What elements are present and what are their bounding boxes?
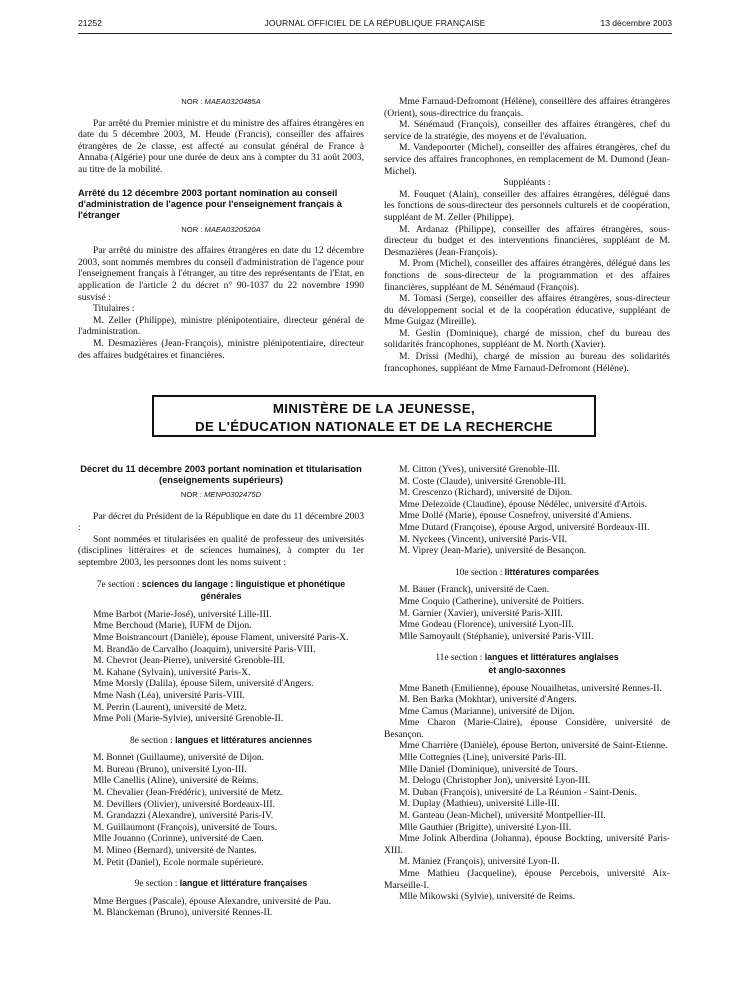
list-item: M. Desmazières (Jean-François), ministre plénipotentiaire, directeur des affaires budgétaires et financières.	[78, 337, 364, 361]
header-rule	[78, 33, 672, 34]
list-item: M. Viprey (Jean-Marie), université de Besançon.	[399, 545, 587, 557]
page-number: 21252	[78, 18, 102, 28]
list-item: M. Bauer (Franck), université de Caen.	[399, 584, 550, 596]
decree-paragraph: Par arrêté du ministre des affaires étrangères en date du 12 décembre 2003, sont nommés membres du conseil d'administration de l'agence pour l'enseignement français à l'étranger, au titre des représentants de l'Etat, en application de l'article 2 du décret n° 90-1037 du 22 novembre 1990 susvisé :	[78, 245, 364, 303]
section-heading: 7e section : sciences du langage : linguistique et phonétique générales	[96, 578, 346, 602]
list-item: M. Bureau (Bruno), université Lyon-III.	[93, 763, 247, 775]
list-item: Mme Bergues (Pascale), épouse Alexandre, université de Pau.	[93, 895, 331, 907]
list-item: Mme Jolink Alberdina (Johanna), épouse Bockting, université Paris-XIII.	[384, 833, 670, 856]
list-item: M. Devillers (Olivier), université Bordeaux-III.	[93, 798, 275, 810]
list-item: M. Grandazzi (Alexandre), université Paris-IV.	[93, 810, 274, 822]
page-header	[78, 18, 672, 32]
list-item: Mme Boistrancourt (Danièle), épouse Flament, université Paris-X.	[93, 631, 349, 643]
list-item: M. Duban (François), université de La Réunion - Saint-Denis.	[399, 786, 637, 798]
section-list	[78, 896, 364, 919]
nor-reference: NOR : MENP0302475D	[180, 490, 262, 499]
list-item: M. Chevalier (Jean-Frédéric), université de Metz.	[93, 787, 284, 799]
list-item: M. Maniez (François), université Lyon-II.	[399, 856, 560, 868]
list-item: M. Garnier (Xavier), université Paris-XIII.	[399, 607, 563, 619]
nor-reference: NOR : MAEA0320520A	[181, 224, 261, 234]
section-heading: 8e section : langues et littératures anciennes	[130, 734, 312, 746]
list-item: Mme Barbot (Marie-José), université Lille-III.	[93, 608, 272, 620]
decree-paragraph: Sont nommées et titularisées en qualité de professeur des universités (disciplines littéraires et de sciences humaines), à compter du 1er septembre 2003, les personnes dont les noms suivent :	[78, 533, 364, 568]
list-item: Mme Dutard (Françoise), épouse Argod, université Bordeaux-III.	[399, 521, 650, 533]
list-item: M. Petit (Daniel), Ecole normale supérieure.	[93, 856, 264, 868]
decree-paragraph: Par arrêté du Premier ministre et du ministre des affaires étrangères en date du 5 décembre 2003, M. Heude (Francis), conseiller des affaires étrangères de 2e classe, est affecté au consulat général de France à Annaba (Algérie) pour une durée de deux ans à compter du 31 août 2003, au titre de la mobilité.	[78, 117, 364, 175]
list-item: Mme Charon (Marie-Claire), épouse Considère, université de Besançon.	[384, 717, 670, 740]
list-item: Mme Morsly (Dalila), épouse Silem, université d'Angers.	[93, 678, 314, 690]
list-item: Mme Godeau (Florence), université Lyon-III.	[399, 619, 574, 631]
bottom-right-column	[384, 464, 670, 903]
list-item: M. Zeller (Philippe), ministre plénipotentiaire, directeur général de l'administration.	[78, 314, 364, 338]
nor-reference: NOR : MAEA0320485A	[181, 97, 261, 106]
subheading: Suppléants :	[503, 177, 551, 189]
list-item: M. Ganteau (Jean-Michel), université Montpellier-III.	[399, 810, 606, 822]
top-right-column	[384, 96, 670, 374]
ministry-name-line1: MINISTÈRE DE LA JEUNESSE,	[272, 401, 476, 416]
list-item: Mme Dollé (Marie), épouse Cosnefroy, université d'Amiens.	[399, 510, 632, 522]
list-item: Mlle Canellis (Aline), université de Reims.	[93, 775, 259, 787]
list-item: M. Blanckeman (Bruno), université Rennes-II.	[93, 907, 273, 919]
list-item: M. Prom (Michel), conseiller des affaires étrangères, délégué dans les fonctions de sous-directeur de la programmation et des affaires financières, suppléant de M. Sénémaud (François).	[384, 258, 670, 293]
list-item: M. Vandepoorter (Michel), conseiller des affaires étrangères, chef du service des affaires francophones, en remplacement de M. Dumond (Jean-Michel).	[384, 142, 670, 177]
list-item: M. Crescenzo (Richard), université de Dijon.	[399, 487, 573, 499]
list-item: Mlle Jouanno (Corinne), université de Caen.	[93, 833, 264, 845]
list-item: M. Ben Barka (Mokhtar), université d'Angers.	[399, 694, 577, 706]
issue-date: 13 décembre 2003	[600, 18, 672, 28]
list-item: M. Fouquet (Alain), conseiller des affaires étrangères, délégué dans les fonctions de sous-directeur des personnels culturels et de coopération, suppléant de M. Zeller (Philippe).	[384, 188, 670, 223]
ministry-heading-box	[152, 395, 596, 437]
list-item: M. Brandão de Carvalho (Joaquim), université Paris-VIII.	[93, 643, 316, 655]
top-left-column	[78, 94, 364, 361]
decree-title: Arrêté du 12 décembre 2003 portant nomination au conseil d'administration de l'agence pour l'enseignement français à l'étranger	[78, 187, 342, 220]
list-item: M. Perrin (Laurent), université de Metz.	[93, 701, 247, 713]
subheading: Titulaires :	[93, 303, 135, 315]
list-item: M. Geslin (Dominique), chargé de mission, chef du bureau des solidarités francophones, suppléant de M. North (Xavier).	[384, 327, 670, 351]
list-item: M. Citton (Yves), université Grenoble-III.	[399, 464, 560, 475]
list-item: Mme Baneth (Emilienne), épouse Nouailhetas, université Rennes-II.	[399, 682, 662, 694]
list-item: Mlle Cottegnies (Line), université Paris-III.	[399, 752, 567, 764]
list-item: M. Sénémaud (François), conseiller des affaires étrangères, chef du service de la stratégie, des moyens et de l'évaluation.	[384, 119, 670, 142]
list-item: Mme Nash (Léa), université Paris-VIII.	[93, 689, 245, 701]
list-item: M. Guillaumont (François), université de Tours.	[93, 821, 278, 833]
decree-title: Décret du 11 décembre 2003 portant nomination et titularisation (enseignements supérieurs)	[80, 464, 362, 485]
list-item: M. Tomasi (Serge), conseiller des affaires étrangères, sous-directeur du développement social et de la coopération éducative, suppléant de Mme Guigaz (Mireille).	[384, 293, 670, 328]
list-item: Mme Berchoud (Marie), IUFM de Dijon.	[93, 620, 252, 632]
list-item: Mlle Samoyault (Stéphanie), université Paris-VIII.	[399, 630, 594, 642]
list-item: Mlle Mikowski (Sylvie), université de Reims.	[399, 891, 576, 903]
section-heading: 11e section : langues et littératures anglaises et anglo-saxonnes	[435, 652, 619, 675]
list-item: M. Chevrot (Jean-Pierre), université Grenoble-III.	[93, 655, 286, 667]
list-item: M. Coste (Claude), université Grenoble-III.	[399, 475, 567, 487]
section-list	[384, 464, 670, 557]
list-item: Mme Coquio (Catherine), université de Poitiers.	[399, 595, 585, 607]
list-item: Mme Mathieu (Jacqueline), épouse Percebois, université Aix-Marseille-I.	[384, 868, 670, 891]
list-item: M. Delogu (Christopher Jon), université Lyon-III.	[399, 775, 591, 787]
journal-title: JOURNAL OFFICIEL DE LA RÉPUBLIQUE FRANÇAISE	[264, 18, 486, 28]
section-list	[78, 752, 364, 868]
list-item: M. Bonnet (Guillaume), université de Dijon.	[93, 752, 265, 764]
list-item: M. Mineo (Bernard), université de Nantes.	[93, 845, 257, 857]
list-item: M. Nyckees (Vincent), université Paris-VII.	[399, 533, 568, 545]
section-heading: 9e section : langue et littérature françaises	[134, 878, 308, 890]
list-item: M. Ardanaz (Philippe), conseiller des affaires étrangères, sous-directeur du budget et des interventions financières, suppléant de M. Desmazières (Jean-François).	[384, 223, 670, 258]
section-list	[384, 683, 670, 903]
decree-paragraph: Par décret du Président de la République en date du 11 décembre 2003 :	[78, 510, 364, 534]
list-item: Mme Poli (Marie-Sylvie), université Grenoble-II.	[93, 713, 284, 725]
section-list	[384, 584, 670, 642]
list-item: Mme Delezoïde (Claudine), épouse Nédélec, université d'Artois.	[399, 498, 648, 510]
section-list	[78, 609, 364, 725]
ministry-name-line2: DE L'ÉDUCATION NATIONALE ET DE LA RECHERCHE	[195, 419, 553, 434]
list-item: Mlle Daniel (Dominique), université de Tours.	[399, 763, 578, 775]
list-item: Mme Charrière (Danièle), épouse Berton, université de Saint-Etienne.	[399, 740, 668, 752]
section-heading: 10e section : littératures comparées	[454, 566, 600, 578]
bottom-left-column	[78, 464, 364, 919]
list-item: Mme Camus (Marianne), université de Dijon.	[399, 705, 575, 717]
list-item: M. Duplay (Mathieu), université Lille-III.	[399, 798, 560, 810]
list-item: M. Kahane (Sylvain), université Paris-X.	[93, 666, 251, 678]
list-item: M. Drissi (Medhi), chargé de mission au bureau des solidarités francophones, suppléant de Mme Farnaud-Defromont (Hélène).	[384, 351, 670, 374]
list-item: Mlle Gauthier (Brigitte), université Lyon-III.	[399, 821, 572, 833]
list-item: Mme Farnaud-Defromont (Hélène), conseillère des affaires étrangères (Orient), sous-directrice du français.	[384, 96, 670, 119]
